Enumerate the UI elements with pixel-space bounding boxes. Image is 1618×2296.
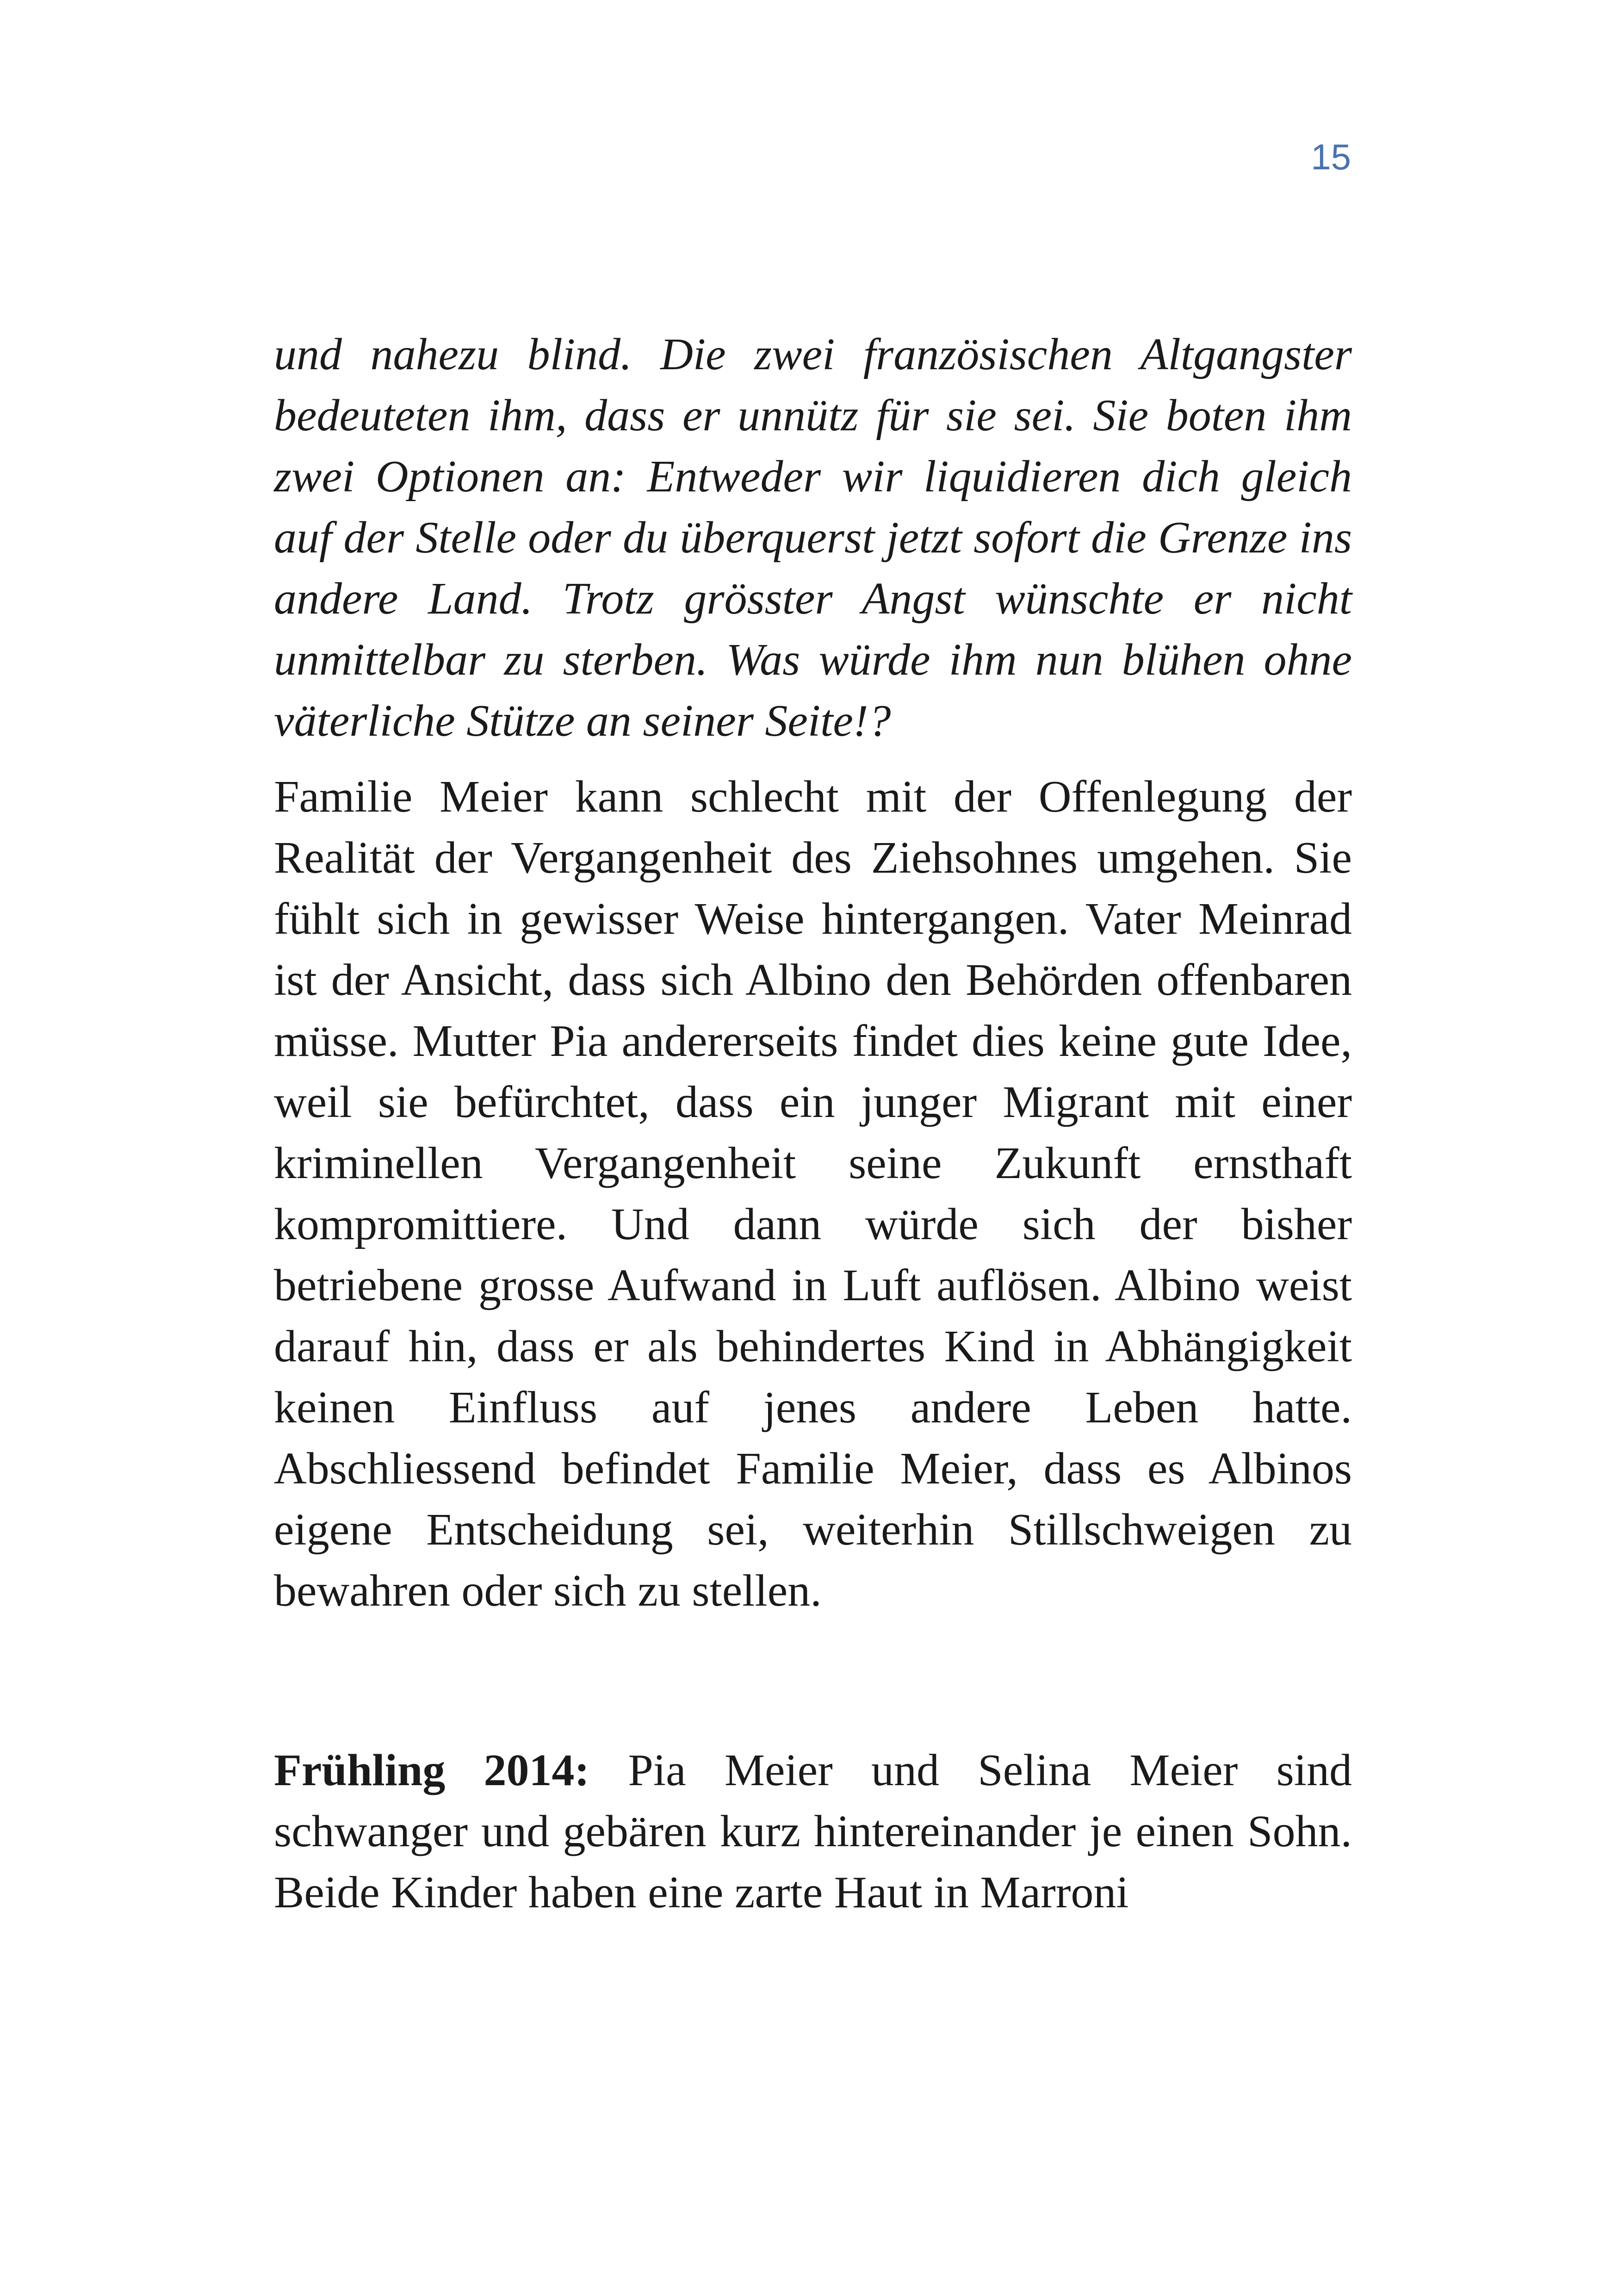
page-number: 15 [1311,137,1351,177]
spring-2014-text: Pia Meier und Selina Meier sind schwanger und gebären kurz hintereinander je einen Sohn. Beide Kinder haben eine zarte Haut in Marroni [274,1745,1352,1917]
family-meier-paragraph: Familie Meier kann schlecht mit der Offenlegung der Realität der Vergangenheit des Ziehsohnes umgehen. Sie fühlt sich in gewisser Weise hintergangen. Vater Meinrad ist der Ansicht, dass sich Albino den Behörden offenbaren müsse. Mutter Pia andererseits findet dies keine gute Idee, weil sie befürchtet, dass ein junger Migrant mit einer kriminellen Vergangenheit seine Zukunft ernsthaft kompromittiere. Und dann würde sich der bisher betriebene grosse Aufwand in Luft auflösen. Albino weist darauf hin, dass er als behindertes Kind in Abhängigkeit keinen Einfluss auf jenes andere Leben hatte. Abschliessend befindet Familie Meier, dass es Albinos eigene Entscheidung sei, weiterhin Stillschweigen zu bewahren oder sich zu stellen. [274,772,1352,1616]
page-body [274,324,1352,1923]
spring-2014-paragraph [274,1740,1352,1923]
italic-paragraph: und nahezu blind. Die zwei französischen Altgangster bedeuteten ihm, dass er unnütz für sie sei. Sie boten ihm zwei Optionen an: Entweder wir liquidieren dich gleich auf der Stelle oder du überquerst jetzt sofort die Grenze ins andere Land. Trotz grösster Angst wünschte er nicht unmittelbar zu sterben. Was würde ihm nun blühen ohne väterliche Stütze an seiner Seite!? [274,329,1352,746]
spring-2014-heading: Frühling 2014: [274,1745,590,1795]
